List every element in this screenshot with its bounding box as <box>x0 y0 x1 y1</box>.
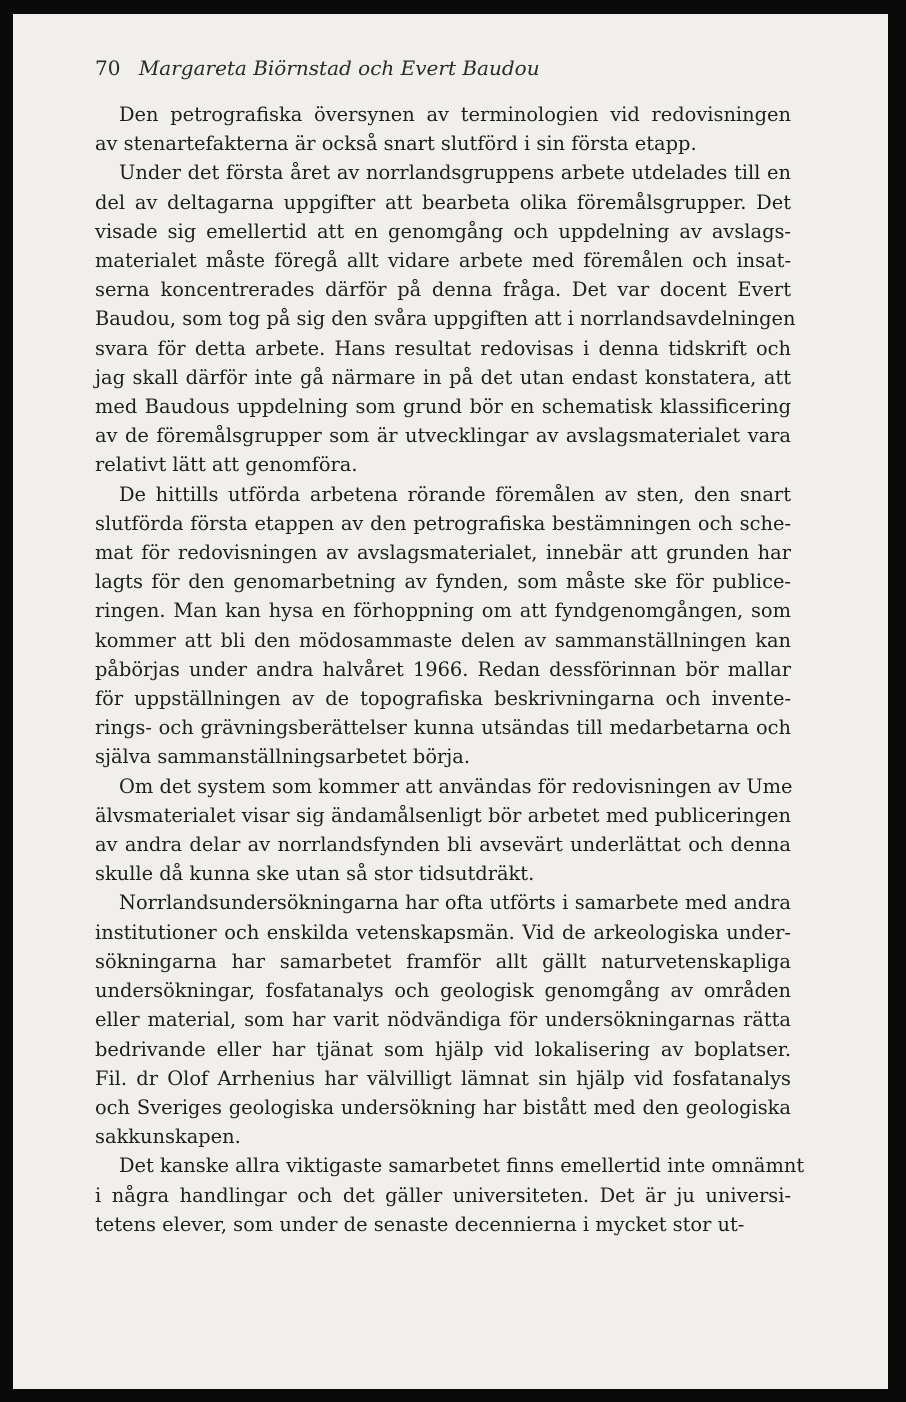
text-line: Om det system som kommer att användas för redovisningen av Ume <box>119 774 793 798</box>
text-line: för uppställningen av de topografiska beskrivningarna och invente- <box>95 687 791 711</box>
text-line: mat för redovisningen av avslagsmaterialet, innebär att grunden har <box>95 541 791 565</box>
text-line: eller material, som har varit nödvändiga för undersökningarnas rätta <box>95 1008 791 1032</box>
paragraph <box>95 480 791 772</box>
text-line: av andra delar av norrlandsfynden bli avsevärt underlättat och denna <box>95 833 791 857</box>
text-line: Det kanske allra viktigaste samarbetet finns emellertid inte omnämnt <box>119 1154 805 1178</box>
text-line: sökningarna har samarbetet framför allt gällt naturvetenskapliga <box>95 949 791 973</box>
text-line: del av deltagarna uppgifter att bearbeta olika föremålsgrupper. Det <box>95 190 791 214</box>
text-line: Baudou, som tog på sig den svåra uppgiften att i norrlandsavdelningen <box>95 307 796 331</box>
paragraph <box>95 100 791 158</box>
text-line: med Baudous uppdelning som grund bör en schematisk klassificering <box>95 395 791 419</box>
text-line: Fil. dr Olof Arrhenius har välvilligt lämnat sin hjälp vid fosfatanalys <box>95 1066 791 1090</box>
text-line: slutförda första etappen av den petrografiska bestämningen och sche- <box>95 511 791 535</box>
body-text <box>95 100 805 1239</box>
text-line: och Sveriges geologiska undersökning har bistått med den geologiska <box>95 1095 791 1119</box>
text-line: skulle då kunna ske utan så stor tidsutdräkt. <box>95 862 535 886</box>
page-number: 70 <box>95 56 121 80</box>
text-line: serna koncentrerades därför på denna fråga. Det var docent Evert <box>95 278 791 302</box>
text-line: av de föremålsgrupper som är utvecklingar av avslagsmaterialet vara <box>95 424 791 448</box>
text-line: Norrlandsundersökningarna har ofta utförts i samarbete med andra <box>119 891 791 915</box>
text-line: Den petrografiska översynen av terminologien vid redovisningen <box>119 103 791 126</box>
running-header-authors: Margareta Biörnstad och Evert Baudou <box>138 56 540 80</box>
text-line: relativt lätt att genomföra. <box>95 453 358 477</box>
text-line: institutioner och enskilda vetenskapsmän. Vid de arkeologiska under- <box>95 920 791 944</box>
text-line: jag skall därför inte gå närmare in på det utan endast konstatera, att <box>95 365 791 389</box>
text-line: kommer att bli den mödosammaste delen av sammanställningen kan <box>95 628 791 652</box>
text-line: materialet måste föregå allt vidare arbete med föremålen och insat- <box>95 249 791 273</box>
text-line: undersökningar, fosfatanalys och geologisk genomgång av områden <box>95 979 791 1003</box>
text-line: av stenartefakterna är också snart slutförd i sin första etapp. <box>95 132 697 156</box>
running-header <box>95 55 795 81</box>
text-line: bedrivande eller har tjänat som hjälp vid lokalisering av boplatser. <box>95 1037 791 1061</box>
text-line: lagts för den genomarbetning av fynden, som måste ske för publice- <box>95 570 791 594</box>
text-line: visade sig emellertid att en genomgång och uppdelning av avslags- <box>95 219 791 243</box>
text-line: påbörjas under andra halvåret 1966. Redan dessförinnan bör mallar <box>95 657 791 681</box>
paragraph <box>95 888 791 1151</box>
text-line: i några handlingar och det gäller universiteten. Det är ju universi- <box>95 1183 791 1207</box>
paragraph <box>95 158 796 479</box>
text-line: älvsmaterialet visar sig ändamålsenligt bör arbetet med publiceringen <box>95 803 791 827</box>
text-line: tetens elever, som under de senaste decennierna i mycket stor ut- <box>95 1212 745 1236</box>
text-line: ringen. Man kan hysa en förhoppning om att fyndgenomgången, som <box>95 599 791 623</box>
text-line: själva sammanställningsarbetet börja. <box>95 745 471 769</box>
text-line: svara för detta arbete. Hans resultat redovisas i denna tidskrift och <box>95 336 791 360</box>
text-line: sakkunskapen. <box>95 1125 241 1149</box>
paragraph <box>95 1151 805 1239</box>
paragraph <box>95 772 791 889</box>
text-line: De hittills utförda arbetena rörande föremålen av sten, den snart <box>119 482 791 506</box>
text-line: Under det första året av norrlandsgruppens arbete utdelades till en <box>119 161 791 185</box>
text-line: rings- och grävningsberättelser kunna utsändas till medarbetarna och <box>95 716 791 740</box>
